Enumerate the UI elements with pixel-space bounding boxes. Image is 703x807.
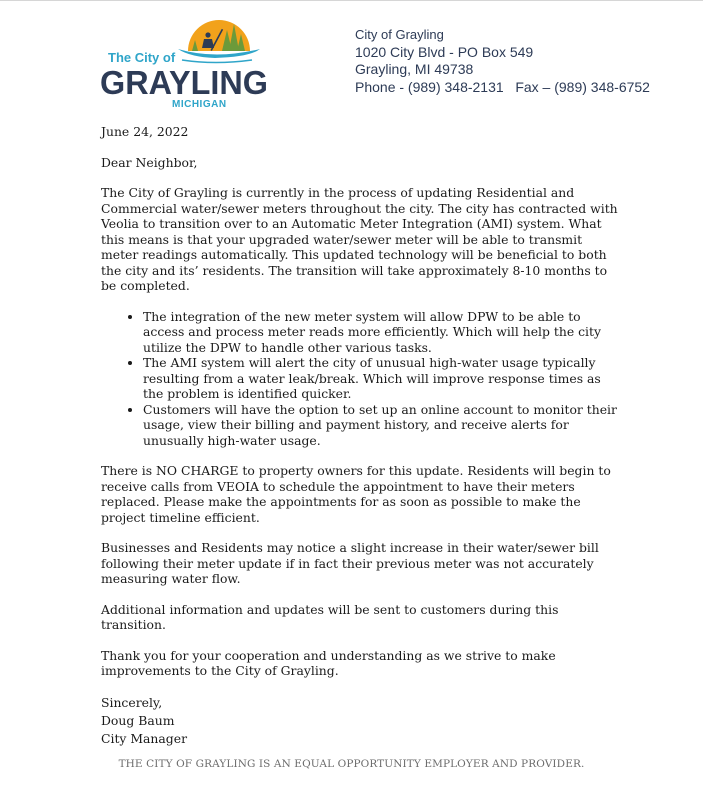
footer-equal-opportunity: THE CITY OF GRAYLING IS AN EQUAL OPPORTUNITY EMPLOYER AND PROVIDER. — [118, 758, 585, 770]
benefit-item: • Customers will have the option to set up an online account to monitor their usage, view their billing and payment history, and receive alerts for unusually high-water usage. — [143, 402, 621, 449]
letter-thanks: Thank you for your cooperation and understanding as we strive to make improvements to the City of Grayling. — [101, 647, 556, 678]
contact-phone-fax: Phone - (989) 348-2131 Fax – (989) 348-6752 — [355, 78, 650, 95]
signoff — [101, 694, 621, 748]
signer-title: City Manager — [101, 730, 187, 746]
contact-address1: 1020 City Blvd - PO Box 549 — [355, 43, 534, 60]
top-rule — [0, 0, 703, 1]
letter-bill-notice: Businesses and Residents may notice a slight increase in their water/sewer bill following their meter update if in fact their previous meter was not accurately measuring water flow. — [101, 540, 599, 586]
logo-line3: MICHIGAN — [172, 99, 227, 110]
letter-body — [101, 124, 621, 748]
contact-address2: Grayling, MI 49738 — [355, 61, 474, 77]
letter-salutation: Dear Neighbor, — [101, 154, 198, 170]
benefit-item: • The integration of the new meter system will allow DPW to be able to access and process meter reads more efficiently. Which will help the city utilize the DPW to handle other various tasks. — [143, 309, 621, 356]
benefit-item: • The AMI system will alert the city of unusual high-water usage typically resulting from a water leak/break. Which will improve response times as the problem is identified quicker. — [143, 355, 621, 402]
city-of-grayling-logo — [100, 18, 272, 110]
letter-info: Additional information and updates will be sent to customers during this transition. — [101, 601, 559, 632]
water-line — [182, 60, 252, 63]
benefits-list — [101, 309, 621, 449]
letter-intro: The City of Grayling is currently in the process of updating Residential and Commercial water/sewer meters throughout the city. The city has contracted with Veolia to transition over to an Automatic Meter Integration (AMI) system. What this means is that your upgraded water/sewer meter will be able to transmit meter readings automatically. This updated technology will be beneficial to both the city and its’ residents. The transition will take approximately 8-10 months to be completed. — [101, 185, 618, 293]
contact-name: City of Grayling — [355, 27, 444, 42]
logo-line2: GRAYLING — [100, 64, 268, 101]
letter-date: June 24, 2022 — [101, 124, 189, 139]
contact-block — [355, 26, 650, 96]
signer-name: Doug Baum — [101, 712, 175, 728]
logo-line1: The City of — [108, 50, 176, 65]
closing: Sincerely, — [101, 694, 163, 710]
letter-no-charge: There is NO CHARGE to property owners for this update. Residents will begin to receive calls from VEOIA to schedule the appointment to have their meters replaced. Please make the appointments for as soon as possible to make the project timeline efficient. — [101, 463, 611, 525]
